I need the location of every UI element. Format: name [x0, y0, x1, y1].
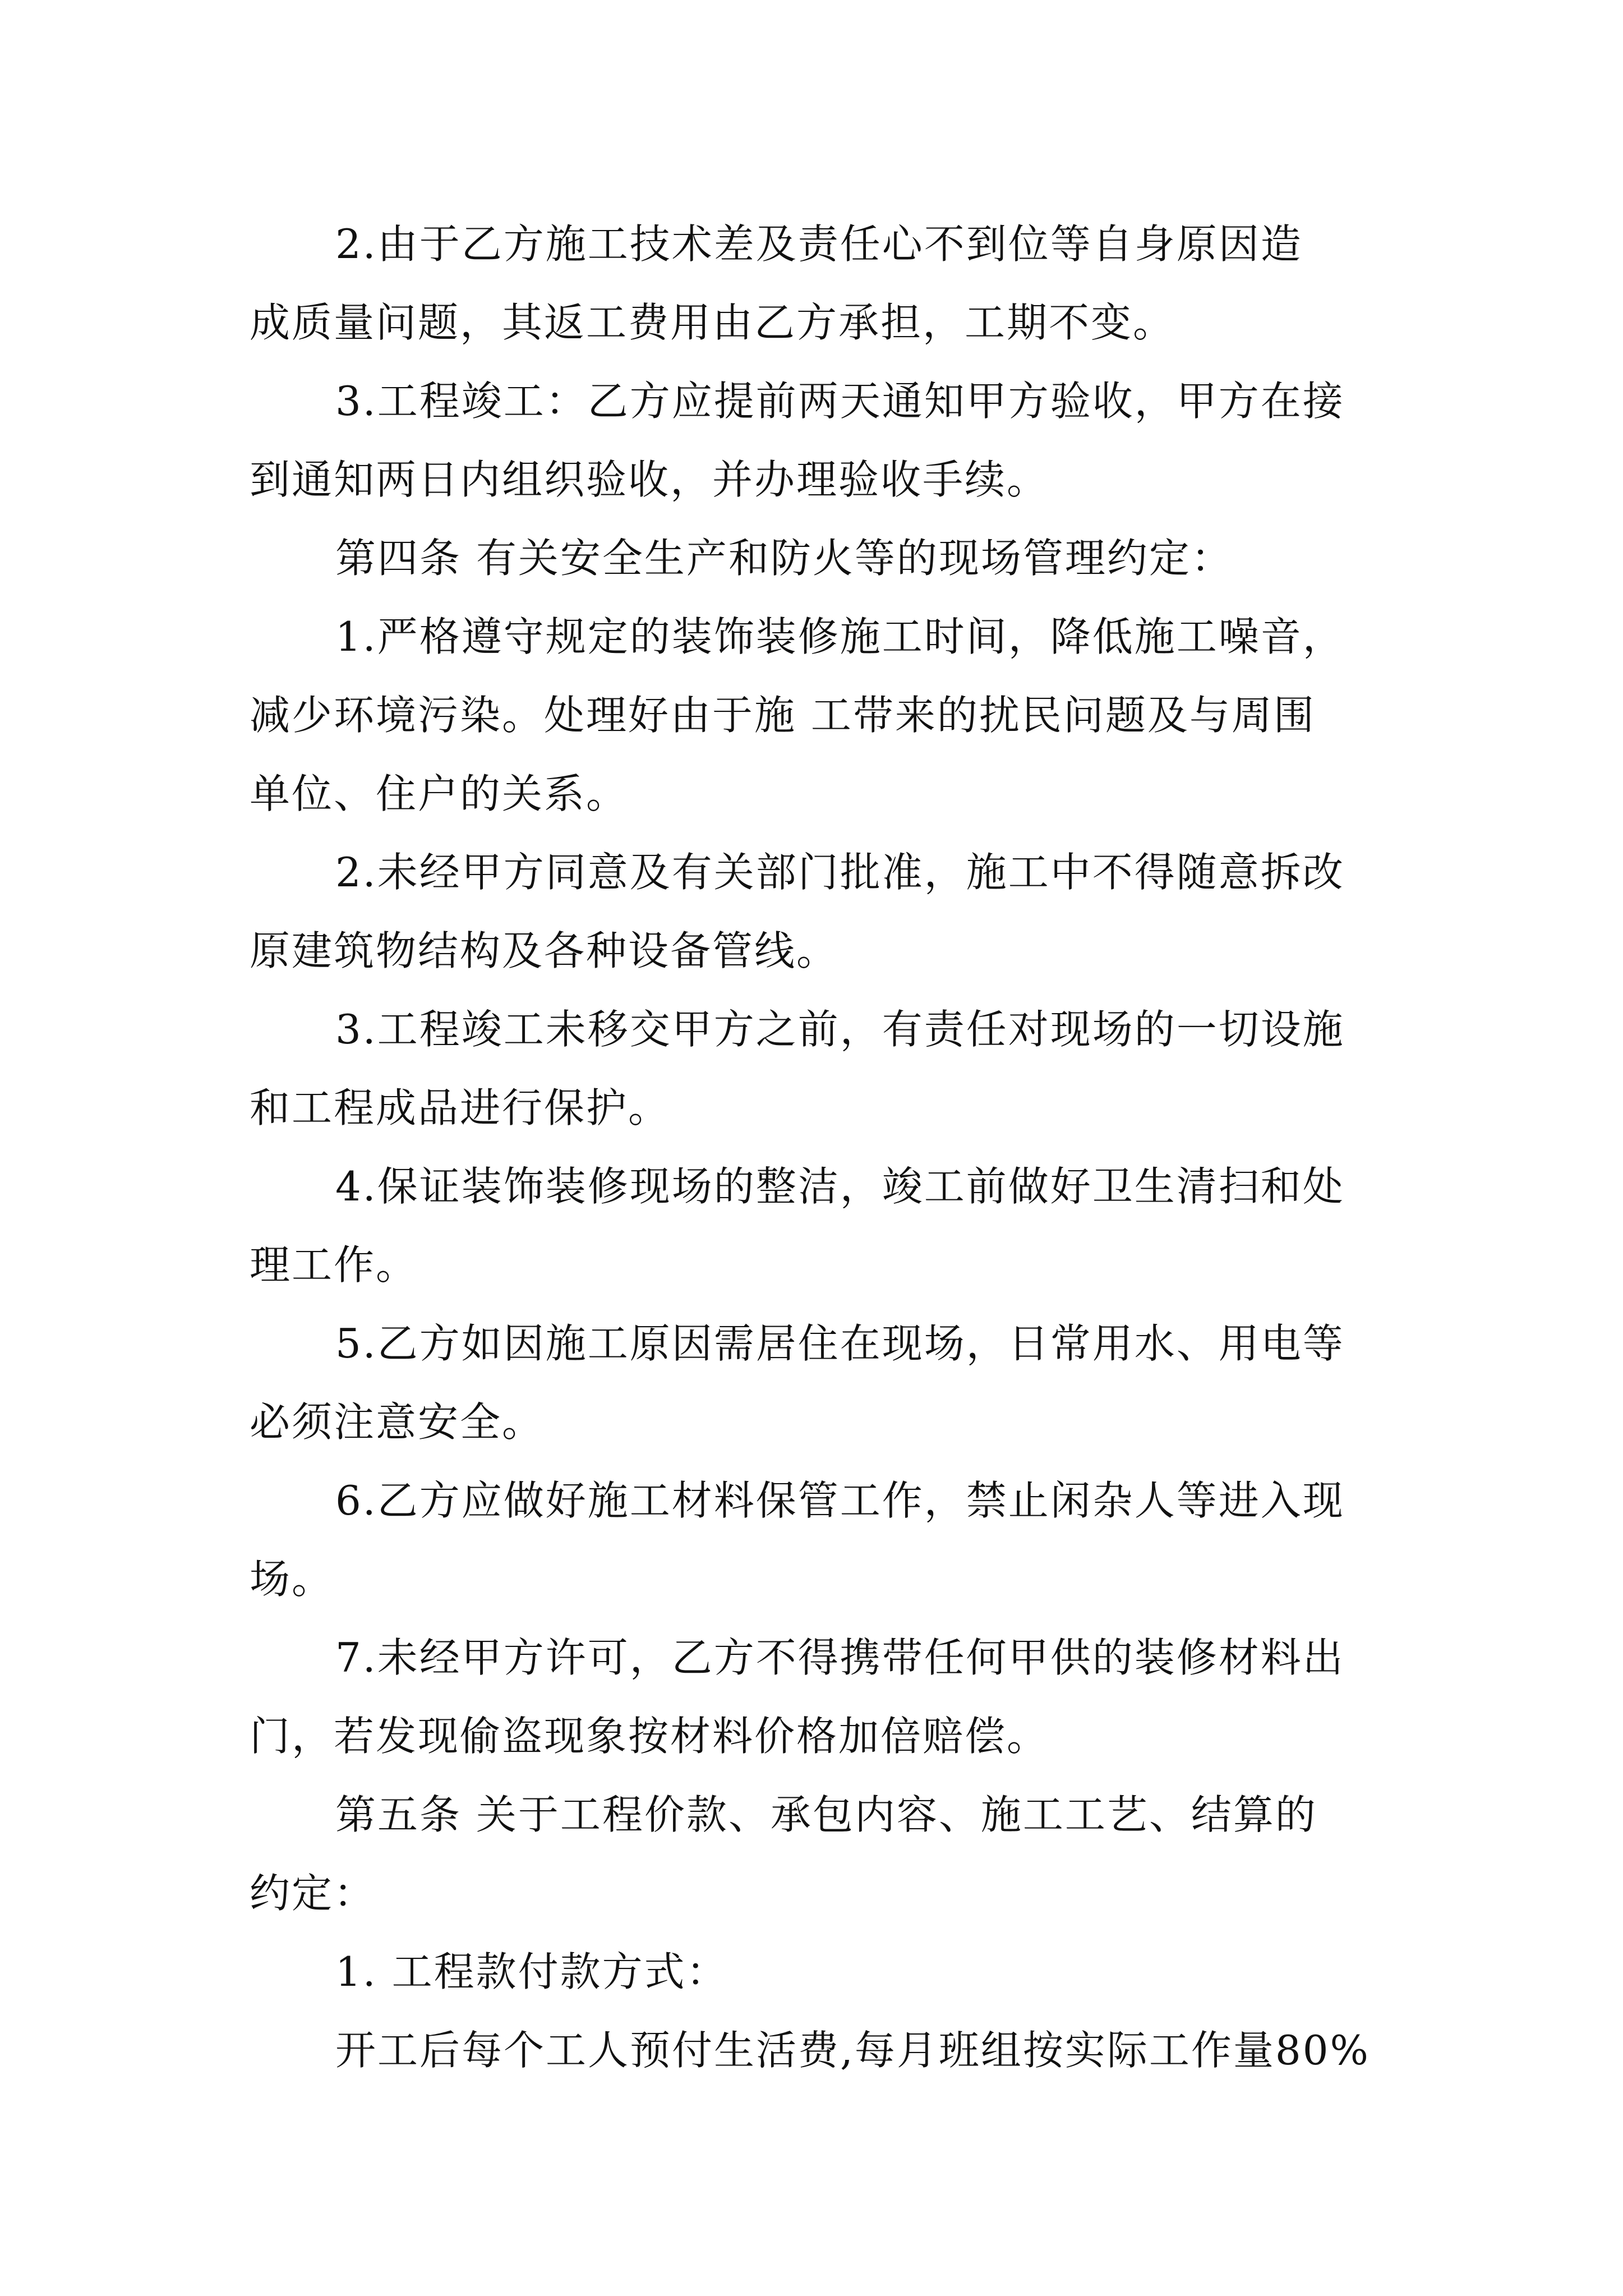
text-line: 和工程成品进行保护。: [250, 1084, 671, 1131]
text-line: 2.由于乙方施工技术差及责任心不到位等自身原因造: [335, 220, 1303, 268]
text-line: 原建筑物结构及各种设备管线。: [250, 927, 839, 974]
text-line: 到通知两日内组织验收，并办理验收手续。: [250, 456, 1049, 503]
text-line: 开工后每个工人预付生活费,每月班组按实际工作量80%: [335, 2027, 1370, 2074]
text-line: 6.乙方应做好施工材料保管工作，禁止闲杂人等进入现: [335, 1477, 1345, 1524]
text-line: 3.工程竣工未移交甲方之前，有责任对现场的一切设施: [335, 1006, 1345, 1053]
text-line: 1.严格遵守规定的装饰装修施工时间，降低施工噪音，: [335, 613, 1345, 660]
text-line: 单位、住户的关系。: [250, 770, 629, 817]
text-line: 理工作。: [250, 1241, 418, 1289]
text-line: 7.未经甲方许可，乙方不得携带任何甲供的装修材料出: [335, 1634, 1345, 1681]
text-line: 必须注意安全。: [250, 1398, 545, 1446]
text-line: 约定：: [250, 1870, 376, 1917]
text-line: 门，若发现偷盗现象按材料价格加倍赔偿。: [250, 1713, 1049, 1760]
section-heading: 第四条 有关安全生产和防火等的现场管理约定：: [335, 535, 1233, 582]
text-line: 成质量问题，其返工费用由乙方承担，工期不变。: [250, 299, 1175, 346]
text-line: 5.乙方如因施工原因需居住在现场，日常用水、用电等: [335, 1320, 1345, 1367]
text-line: 4.保证装饰装修现场的整洁，竣工前做好卫生清扫和处: [335, 1163, 1345, 1210]
text-line: 2.未经甲方同意及有关部门批准，施工中不得随意拆改: [335, 849, 1345, 896]
text-line: 场。: [250, 1556, 334, 1603]
text-line: 1. 工程款付款方式：: [335, 1948, 728, 1995]
section-heading: 第五条 关于工程价款、承包内容、施工工艺、结算的: [335, 1791, 1317, 1838]
text-line: 3.工程竣工：乙方应提前两天通知甲方验收，甲方在接: [335, 378, 1345, 425]
text-line: 减少环境污染。处理好由于施 工带来的扰民问题及与周围: [250, 692, 1316, 739]
